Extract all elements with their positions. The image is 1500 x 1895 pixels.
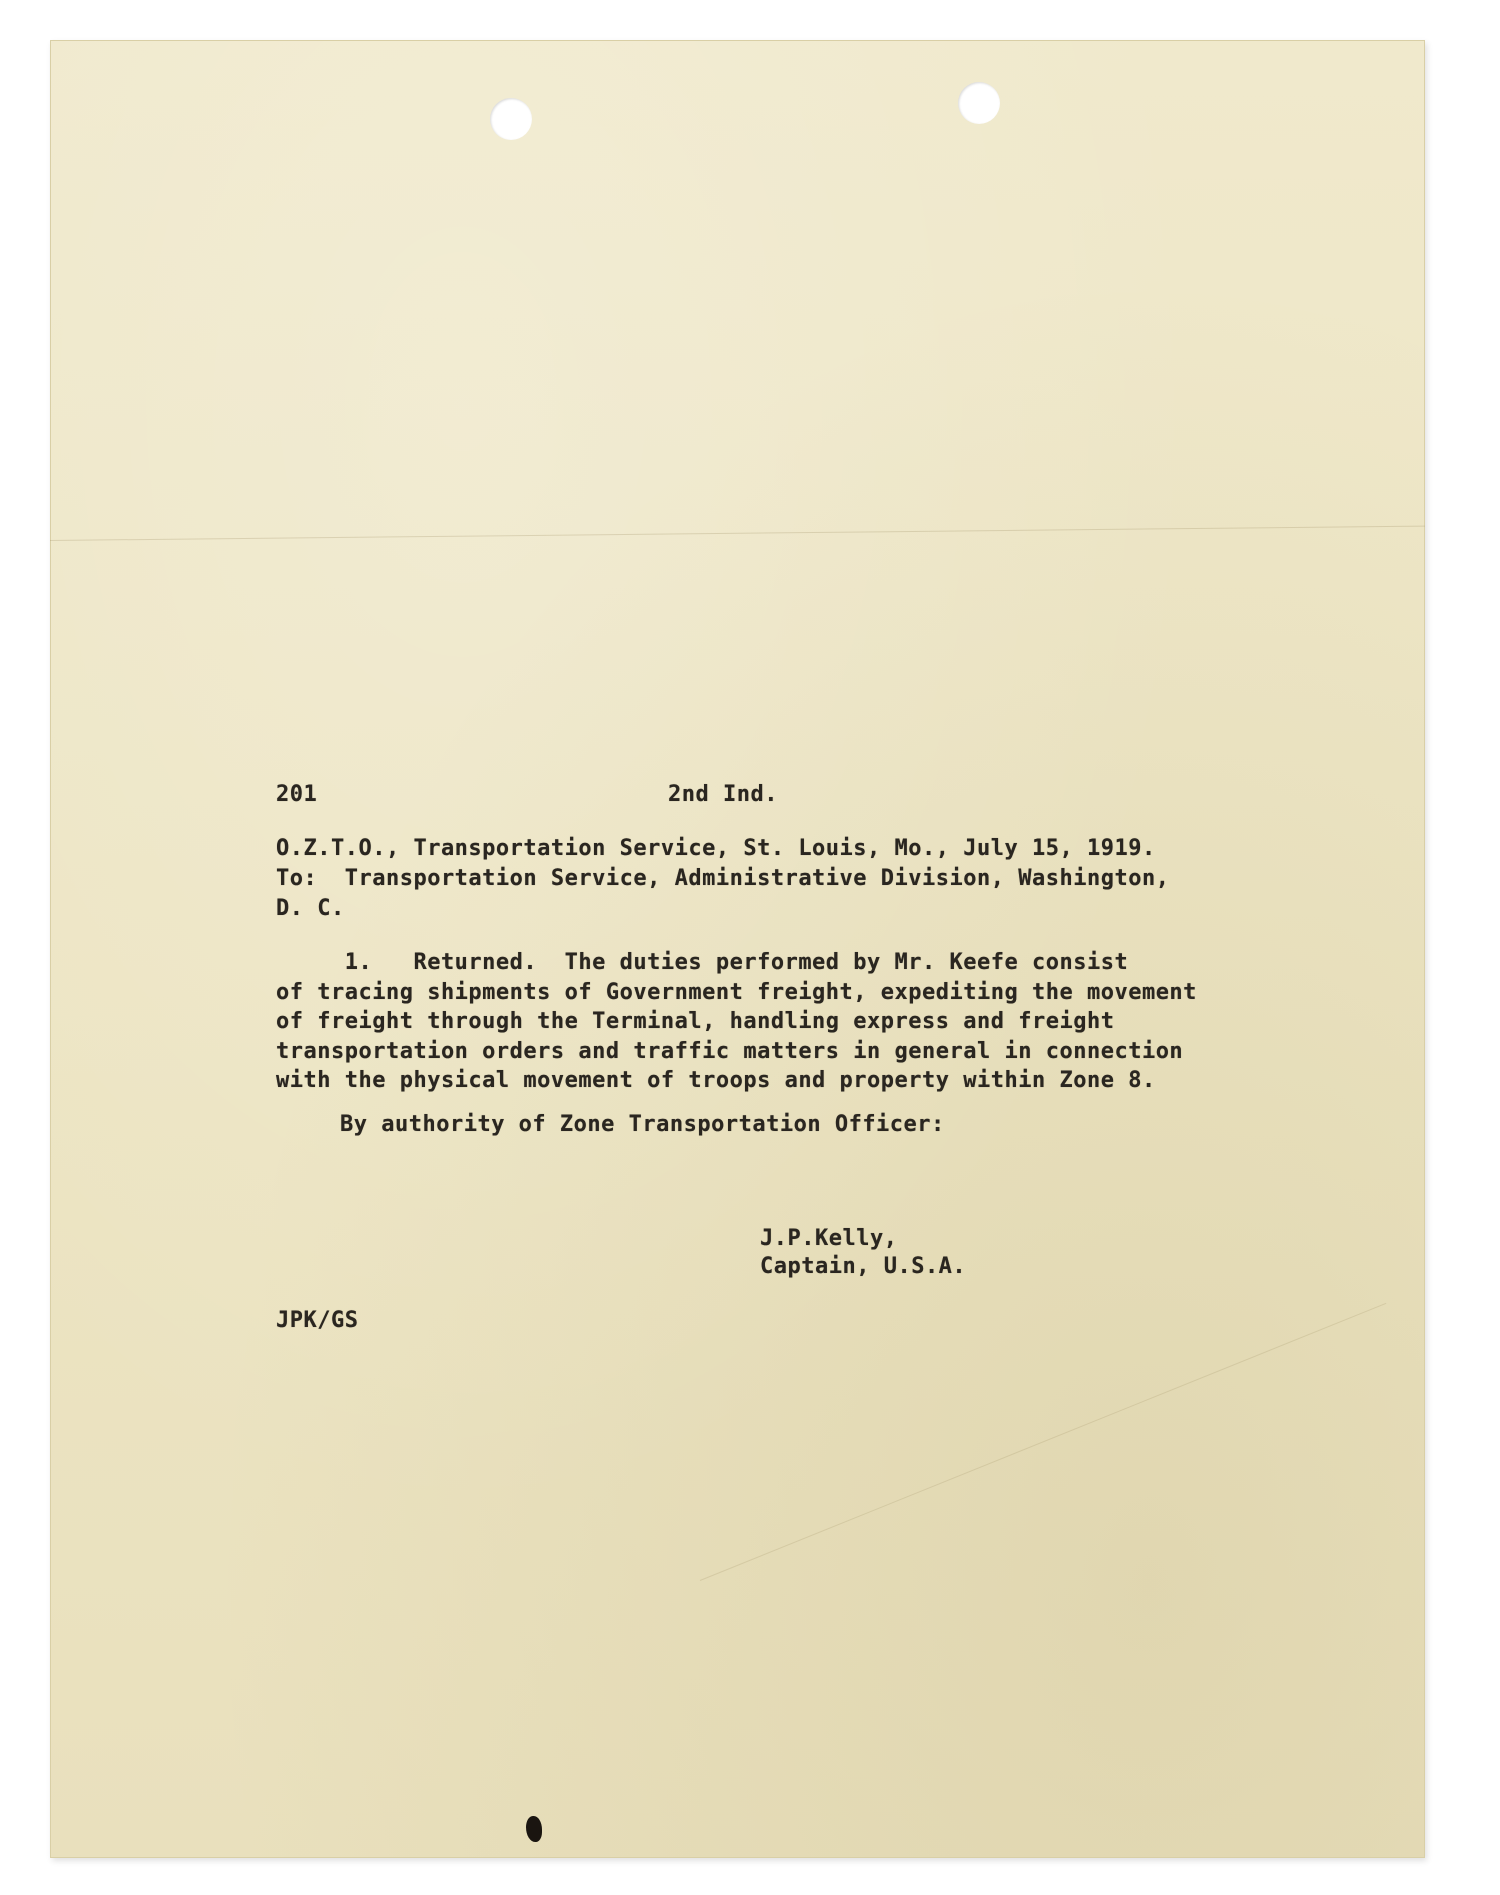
file-number: 201 — [276, 782, 318, 807]
authority-line: By authority of Zone Transportation Officer: — [340, 1112, 945, 1137]
punch-hole-left — [490, 98, 532, 140]
paragraph-line: 1. Returned. The duties performed by Mr. Keefe consist — [276, 950, 1129, 975]
to-line: To: Transportation Service, Administrative Division, Washington, — [276, 866, 1170, 891]
signature-name: J.P.Kelly, — [760, 1226, 898, 1251]
document-page — [50, 40, 1425, 1858]
to-line-continued: D. C. — [276, 896, 345, 921]
paper-crease — [700, 1303, 1386, 1581]
paragraph-line: transportation orders and traffic matters in general in connection — [276, 1038, 1184, 1064]
ink-blot — [526, 1816, 542, 1842]
from-line: O.Z.T.O., Transportation Service, St. Louis, Mo., July 15, 1919. — [276, 836, 1156, 861]
paper-crease — [50, 526, 1425, 541]
punch-hole-right — [958, 82, 1000, 124]
typist-initials: JPK/GS — [276, 1308, 359, 1333]
signature-rank: Captain, U.S.A. — [760, 1254, 967, 1279]
indorsement-label: 2nd Ind. — [668, 782, 778, 807]
paragraph-line: with the physical movement of troops and property within Zone 8. — [276, 1068, 1156, 1093]
body-paragraph — [276, 948, 1197, 1096]
paragraph-line: of freight through the Terminal, handling express and freight — [276, 1009, 1115, 1034]
paragraph-line: of tracing shipments of Government freight, expediting the movement — [276, 979, 1197, 1005]
